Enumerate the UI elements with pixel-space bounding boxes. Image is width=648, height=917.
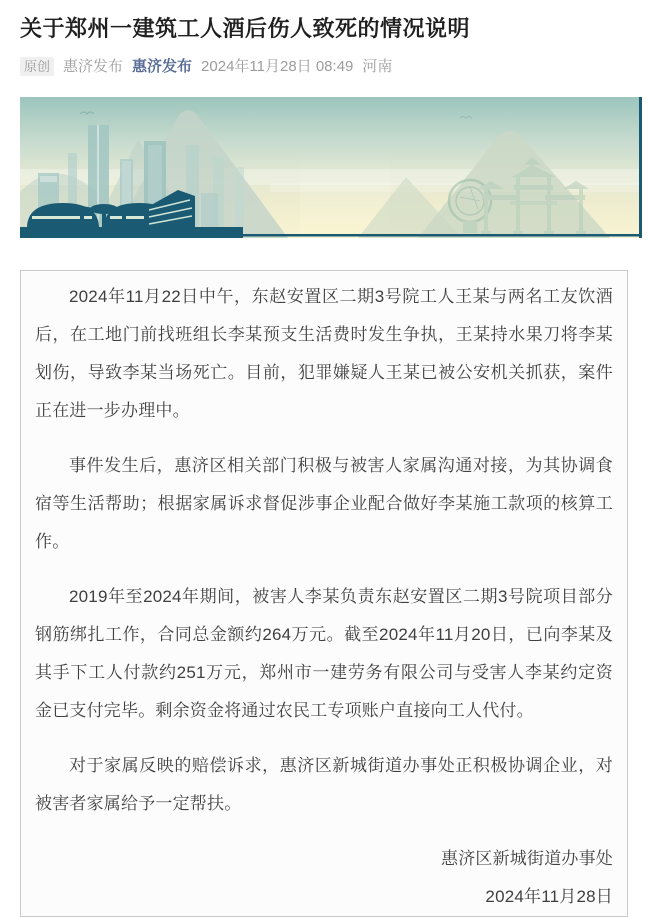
author-name: 惠济发布 — [63, 58, 124, 75]
article-title: 关于郑州一建筑工人酒后伤人致死的情况说明 — [20, 16, 471, 41]
statement-paragraph-3: 2019年至2024年期间，被害人李某负责东赵安置区二期3号院项目部分钢筋绑扎工作，合同总金额约264万元。截至2024年11月20日，已向李某及其手下工人付款约251万元，郑州市一建劳务有限公司与受害人李某约定资金已支付完毕。剩余资金将通过农民工专项账户直接向工人代付。 — [35, 587, 613, 720]
publish-datetime: 2024年11月28日 08:49 — [201, 58, 354, 75]
statement-paragraph-2: 事件发生后，惠济区相关部门积极与被害人家属沟通对接，为其协调食宿等生活帮助；根据家属诉求督促涉事企业配合做好李某施工款项的核算工作。 — [35, 456, 613, 551]
statement-box — [20, 270, 628, 917]
article-page — [0, 13, 648, 917]
statement-paragraph-1: 2024年11月22日中午，东赵安置区二期3号院工人王某与两名工友饮酒后，在工地门前找班组长李某预支生活费时发生争执，王某持水果刀将李某划伤，导致李某当场死亡。目前，犯罪嫌疑人王某已被公安机关抓获，案件正在进一步办理中。 — [35, 287, 613, 420]
article-meta — [20, 56, 628, 77]
banner-illustration — [20, 97, 642, 238]
city-skyline-image — [20, 97, 642, 238]
account-link[interactable]: 惠济发布 — [132, 58, 193, 75]
original-badge: 原创 — [20, 57, 54, 76]
statement-paragraph-4: 对于家属反映的赔偿诉求，惠济区新城街道办事处正积极协调企业，对被害者家属给予一定帮扶。 — [35, 756, 613, 813]
publish-location: 河南 — [362, 58, 393, 75]
signature-date: 2024年11月28日 — [485, 887, 613, 906]
signature-office: 惠济区新城街道办事处 — [441, 849, 613, 868]
